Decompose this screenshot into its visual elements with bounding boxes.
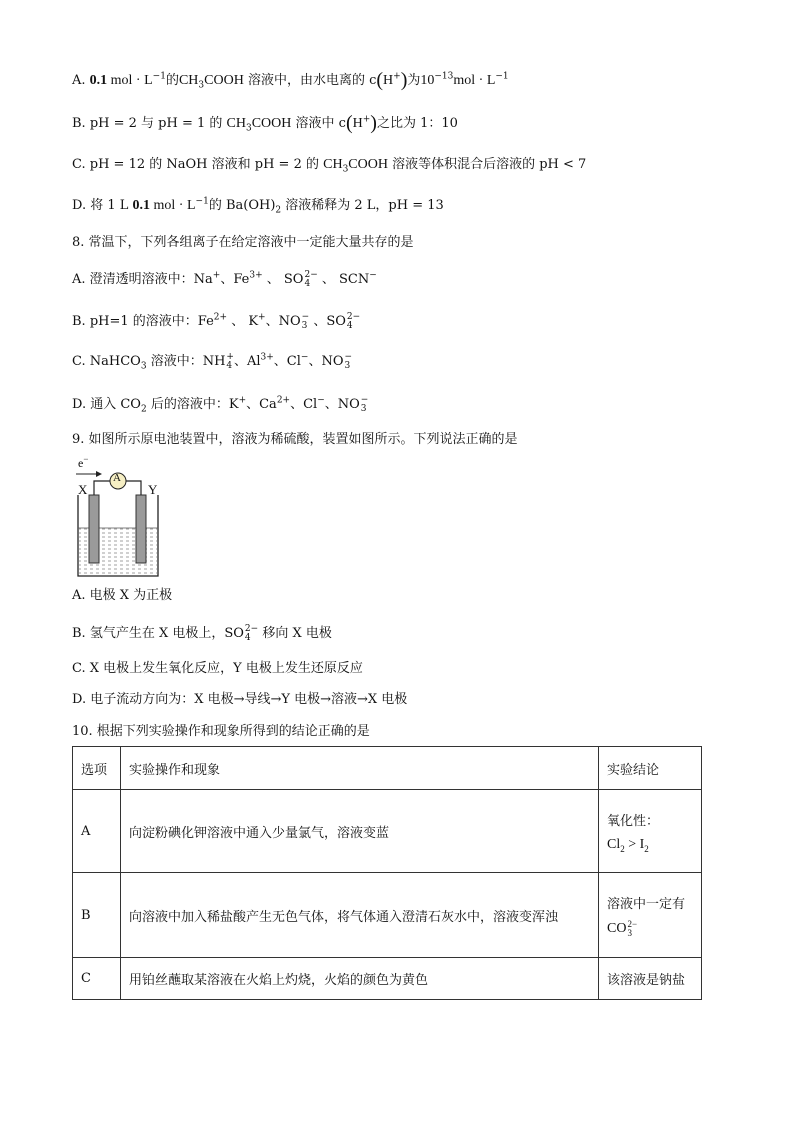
experiment-table [72, 746, 702, 1000]
q9-option-b: B. 氢气产生在 X 电极上，SO 2− 4 移向 X 电极 [72, 623, 332, 643]
electrode-y-label: Y [148, 482, 158, 497]
q7-option-a: A. 0.1 mol · $L^{-1}$的$CH_3COOH$ 溶液中，由水电离的 c(H+)为$10^{-13}mol \cdot L^{-1}$ [72, 69, 509, 91]
header-option: 选项 [73, 747, 121, 790]
q8-option-d: D. 通入 $CO_2$ 后的溶液中：K+、$Ca^{2+}$、Cl−、NO − 3 [72, 394, 369, 415]
table-row [73, 873, 702, 958]
q7-option-b: B. pH = 2 与 pH = 1 的 $CH_3COOH$ 溶液中 c(H+)之比为 1：10 [72, 112, 458, 134]
electrode-x-label: X [78, 482, 88, 497]
q9-option-d: D. 电子流动方向为：X 电极→导线→Y 电极→溶液→X 电极 [72, 692, 408, 707]
arrow-right-icon [96, 471, 102, 477]
table-row [73, 790, 702, 873]
electron-label: e− [78, 454, 89, 470]
header-operation: 实验操作和现象 [121, 747, 599, 790]
row-option: A [73, 790, 121, 873]
q8-option-c: C. NaHCO$_3$ 溶液中：NH + 4 、$Al^{3+}$、Cl−、NO − 3 [72, 351, 353, 372]
q8-option-a: A. 澄清透明溶液中：Na+、$Fe^{3+}$ 、 SO 2− 4 、 SCN− [72, 269, 377, 289]
row-conclusion: 该溶液是钠盐 [599, 958, 702, 1000]
electrode-x [89, 495, 99, 563]
q8-option-b: B. pH=1 的溶液中：$Fe^{2+}$ 、 K+、NO − 3 、SO 2− 4 [72, 311, 361, 331]
q10-stem: 10. 根据下列实验操作和现象所得到的结论正确的是 [72, 724, 370, 739]
q9-stem: 9. 如图所示原电池装置中，溶液为稀硫酸，装置如图所示。下列说法正确的是 [72, 432, 518, 447]
q9-option-a: A. 电极 X 为正极 [72, 588, 173, 603]
table-header-row [73, 747, 702, 790]
row-operation: 向溶液中加入稀盐酸产生无色气体，将气体通入澄清石灰水中，溶液变浑浊 [121, 873, 599, 958]
q8-stem: 8. 常温下，下列各组离子在给定溶液中一定能大量共存的是 [72, 235, 414, 250]
row-option: C [73, 958, 121, 1000]
row-operation: 向淀粉碘化钾溶液中通入少量氯气，溶液变蓝 [121, 790, 599, 873]
table-row [73, 958, 702, 1000]
row-conclusion: 溶液中一定有 CO 2− 3 [599, 873, 702, 958]
q7-option-c: C. pH = 12 的 NaOH 溶液和 pH = 2 的 $CH_3COOH$ 溶液等体积混合后溶液的 pH < 7 [72, 157, 587, 175]
ammeter-label: A [113, 472, 121, 484]
q7-option-d: D. 将 1 L 0.1 mol · $L^{-1}$的 $Ba(OH)_2$ 溶液稀释为 2 L，pH = 13 [72, 196, 444, 216]
q9-option-c: C. X 电极上发生氧化反应，Y 电极上发生还原反应 [72, 661, 363, 676]
row-operation: 用铂丝蘸取某溶液在火焰上灼烧，火焰的颜色为黄色 [121, 958, 599, 1000]
row-conclusion: 氧化性： $Cl_2 > I_2$ [599, 790, 702, 873]
row-option: B [73, 873, 121, 958]
header-conclusion: 实验结论 [599, 747, 702, 790]
galvanic-cell-diagram [72, 455, 172, 580]
electrode-y [136, 495, 146, 563]
